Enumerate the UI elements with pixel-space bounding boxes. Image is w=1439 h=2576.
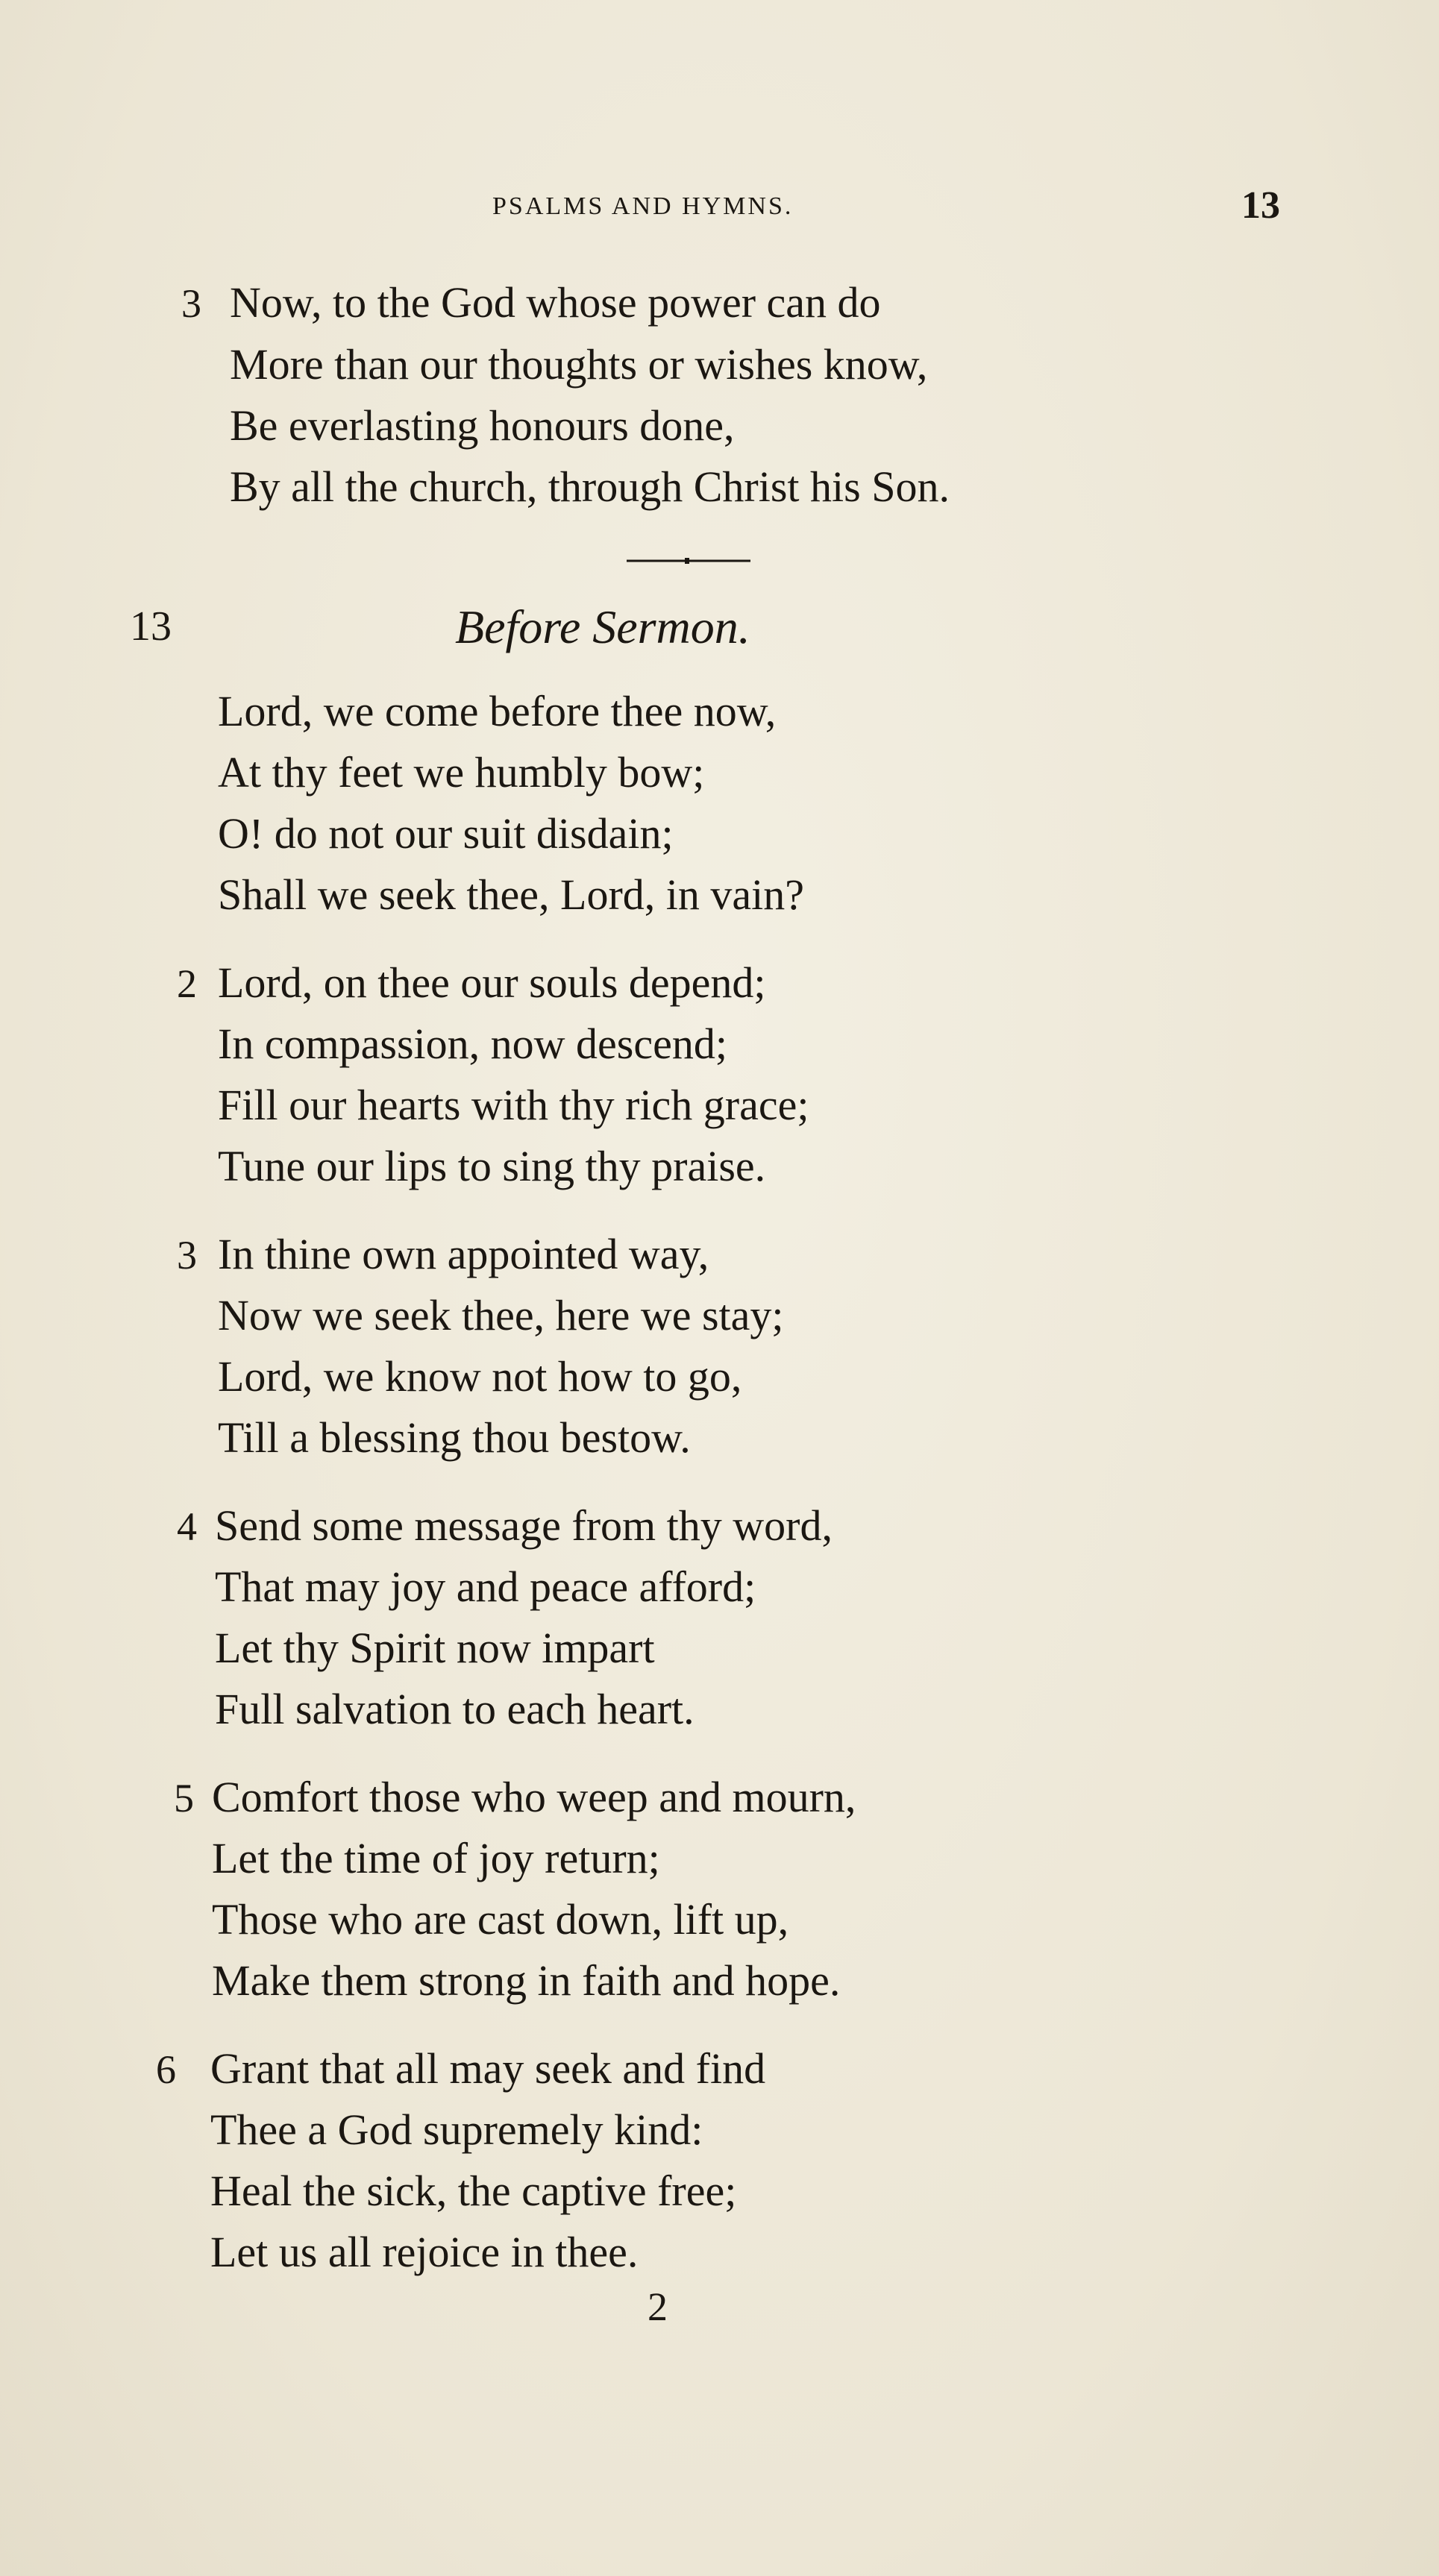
verse-line: Comfort those who weep and mourn, [212,1773,856,1821]
verse-line: Lord, on thee our souls depend; [218,958,766,1007]
verse-line: Lord, we know not how to go, [218,1352,742,1401]
verse-line: More than our thoughts or wishes know, [230,340,928,389]
signature-mark: 2 [648,2284,668,2329]
verse-line: At thy feet we humbly bow; [218,748,705,797]
running-title: PSALMS AND HYMNS. [492,192,794,220]
verse-line: Let the time of joy return; [212,1834,660,1882]
verse-line: Send some message from thy word, [215,1501,833,1550]
verse-line: Let thy Spirit now impart [215,1624,655,1672]
verse-line: Till a blessing thou bestow. [218,1413,691,1462]
stanza-number: 3 [177,1233,197,1278]
verse-line: Full salvation to each heart. [215,1685,695,1733]
stanza-number: 6 [156,2047,176,2092]
verse-line: Now we seek thee, here we stay; [218,1291,784,1339]
stanza-number: 3 [181,281,201,326]
hymn-number: 13 [130,603,172,650]
verse-line: Now, to the God whose power can do [230,278,881,327]
stanza-number: 5 [174,1776,194,1821]
stanza-number: 4 [177,1504,197,1549]
verse-line: In thine own appointed way, [218,1230,709,1278]
verse-line: Thee a God supremely kind: [210,2105,703,2154]
verse-line: Fill our hearts with thy rich grace; [218,1081,809,1129]
verse-line: By all the church, through Christ his Son. [230,462,950,511]
verse-line: Let us all rejoice in thee. [210,2228,639,2276]
verse-line: Shall we seek thee, Lord, in vain? [218,870,804,919]
verse-line: Grant that all may seek and find [210,2044,766,2093]
verse-line: Lord, we come before thee now, [218,687,777,735]
verse-line: O! do not our suit disdain; [218,809,674,858]
verse-line: In compassion, now descend; [218,1020,727,1068]
verse-line: Make them strong in faith and hope. [212,1956,841,2005]
verse-line: Those who are cast down, lift up, [212,1895,789,1944]
stanza-number: 2 [177,961,197,1006]
verse-line: Be everlasting honours done, [230,401,735,450]
section-divider-ornament [625,558,752,564]
verse-line: Heal the sick, the captive free; [210,2167,737,2215]
hymn-title: Before Sermon. [455,600,750,653]
verse-line: Tune our lips to sing thy praise. [218,1142,766,1190]
page-number: 13 [1241,184,1280,227]
verse-line: That may joy and peace afford; [215,1562,756,1611]
